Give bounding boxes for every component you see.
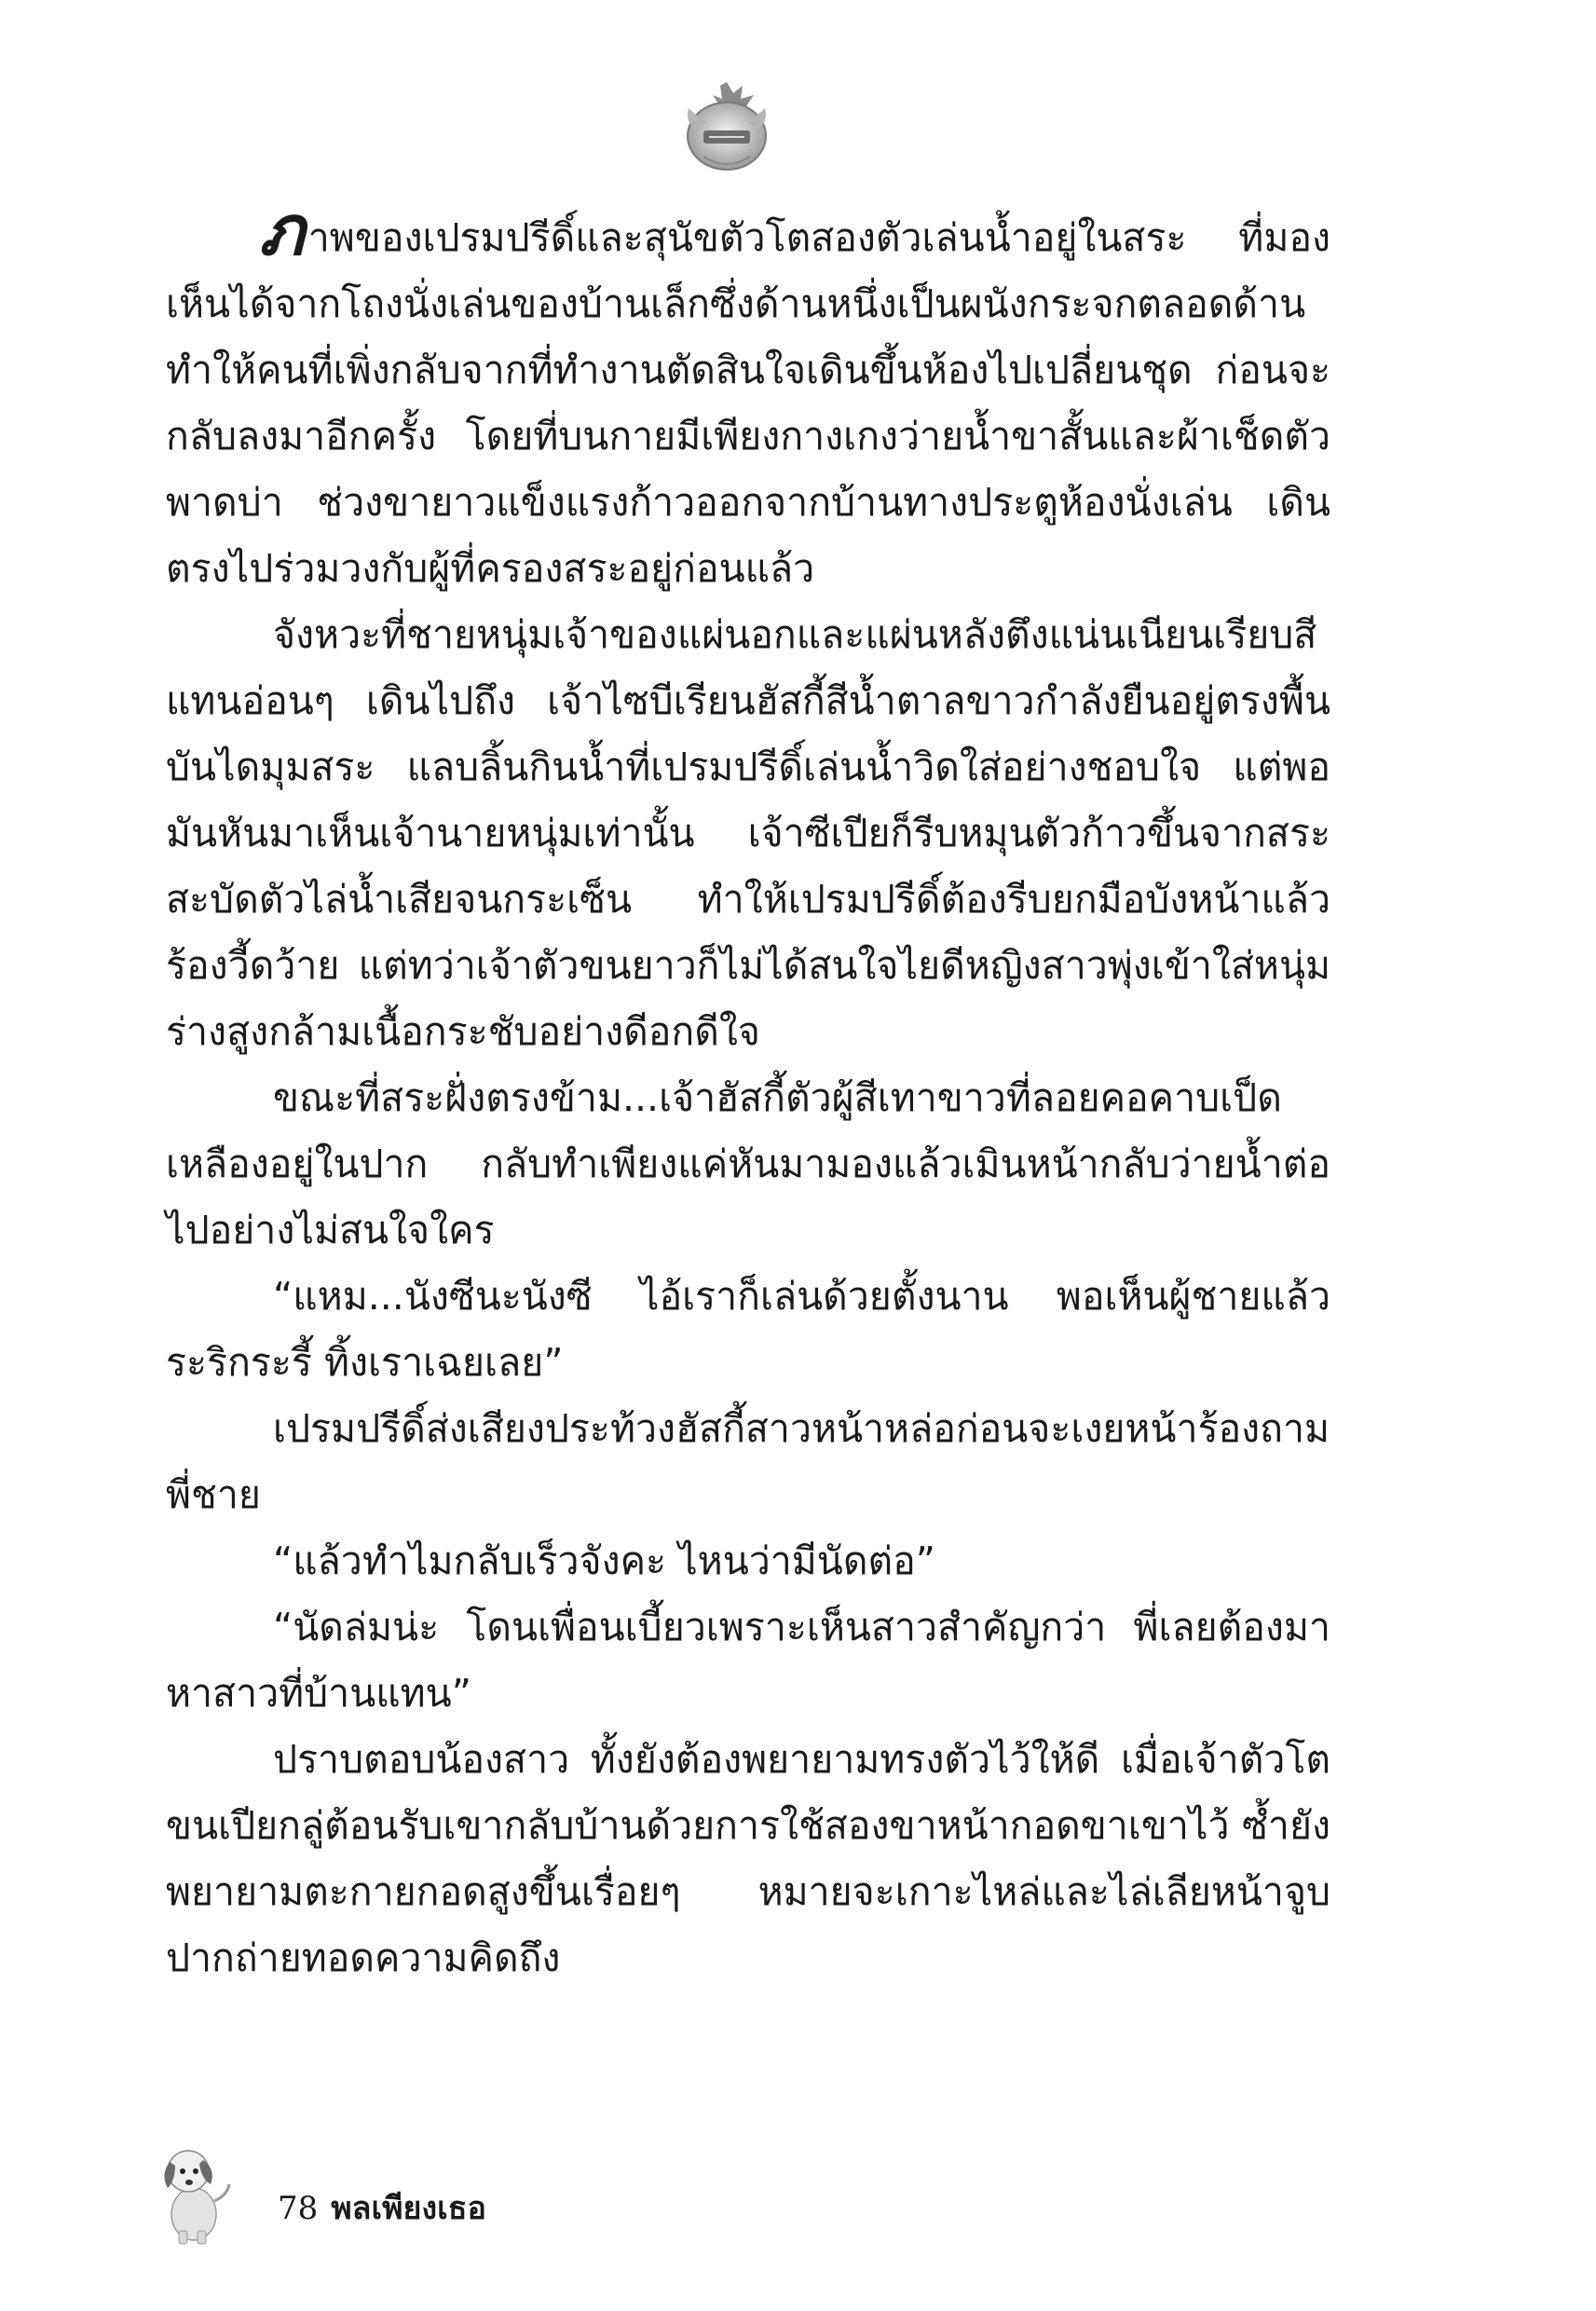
paragraph-2: จังหวะที่ชายหนุ่มเจ้าของแผ่นอกและแผ่นหลังตึงแน่นเนียนเรียบสีแทนอ่อนๆ เดินไปถึง เจ้าไซบีเรียนฮัสกี้สีน้ำตาลขาวกำลังยืนอยู่ตรงพื้นบันไดมุมสระ แลบลิ้นกินน้ำที่เปรมปรีดิ์เล่นน้ำวิดใส่อย่างชอบใจ แต่พอมันหันมาเห็นเจ้านายหนุ่มเท่านั้น เจ้าซีเปียก็รีบหมุนตัวก้าวขึ้นจากสระ สะบัดตัวไล่น้ำเสียจนกระเซ็น ทำให้เปรมปรีดิ์ต้องรีบยกมือบังหน้าแล้วร้องวี้ดว้าย แต่ทว่าเจ้าตัวขนยาวก็ไม่ได้สนใจไยดีหญิงสาวพุ่งเข้าใส่หนุ่มร่างสูงกล้ามเนื้อกระชับอย่างดีอกดีใจ	[166, 612, 1330, 1054]
page-number: 78	[278, 2190, 319, 2227]
paragraph-text: าพของเปรมปรีดิ์และสุนัขตัวโตสองตัวเล่นน้ำอยู่ในสระ ที่มองเห็นได้จากโถงนั่งเล่นของบ้านเล็กซึ่งด้านหนึ่งเป็นผนังกระจกตลอดด้าน ทำให้คนที่เพิ่งกลับจากที่ทำงานตัดสินใจเดินขึ้นห้องไปเปลี่ยนชุด ก่อนจะกลับลงมาอีกครั้ง โดยที่บนกายมีเพียงกางเกงว่ายน้ำขาสั้นและผ้าเช็ดตัวพาดบ่า ช่วงขายาวแข็งแรงก้าวออกจากบ้านทางประตูห้องนั่งเล่น เดินตรงไปร่วมวงกับผู้ที่ครองสระอยู่ก่อนแล้ว	[166, 215, 1330, 591]
paragraph-6: “แล้วทำไมกลับเร็วจังคะ ไหนว่ามีนัดต่อ”	[273, 1538, 935, 1583]
paragraph-3: ขณะที่สระฝั่งตรงข้าม...เจ้าฮัสกี้ตัวผู้สีเทาขาวที่ลอยคอคาบเป็ดเหลืองอยู่ในปาก กลับทำเพียงแค่หันมามองแล้วเมินหน้ากลับว่ายน้ำต่อไปอย่างไม่สนใจใคร	[166, 1075, 1330, 1252]
drop-cap: ภ	[259, 191, 305, 271]
paragraph-5: เปรมปรีดิ์ส่งเสียงประท้วงฮัสกี้สาวหน้าหล่อก่อนจะเงยหน้าร้องถามพี่ชาย	[166, 1406, 1330, 1517]
paragraph-1	[166, 191, 1330, 602]
decorative-crest-icon	[675, 75, 778, 177]
paragraph-4: “แหม...นังซีนะนังซี ไอ้เราก็เล่นด้วยตั้งนาน พอเห็นผู้ชายแล้วระริกระรี้ ทิ้งเราเฉยเลย”	[166, 1274, 1330, 1385]
paragraph-8: ปราบตอบน้องสาว ทั้งยังต้องพยายามทรงตัวไว้ให้ดี เมื่อเจ้าตัวโตขนเปียกลู่ต้อนรับเขากลับบ้านด้วยการใช้สองขาหน้ากอดขาเขาไว้ ซ้ำยังพยายามตะกายกอดสูงขึ้นเรื่อยๆ หมายจะเกาะไหล่และไล่เลียหน้าจูบปากถ่ายทอดความคิดถึง	[166, 1737, 1330, 1980]
page-footer	[149, 2134, 615, 2246]
book-title: พลเพียงเธอ	[331, 2190, 486, 2227]
folio	[278, 2182, 486, 2233]
puppy-icon	[149, 2134, 233, 2246]
paragraph-7: “นัดล่มน่ะ โดนเพื่อนเบี้ยวเพราะเห็นสาวสำคัญกว่า พี่เลยต้องมาหาสาวที่บ้านแทน”	[166, 1605, 1330, 1716]
chapter-text	[166, 191, 1330, 1991]
